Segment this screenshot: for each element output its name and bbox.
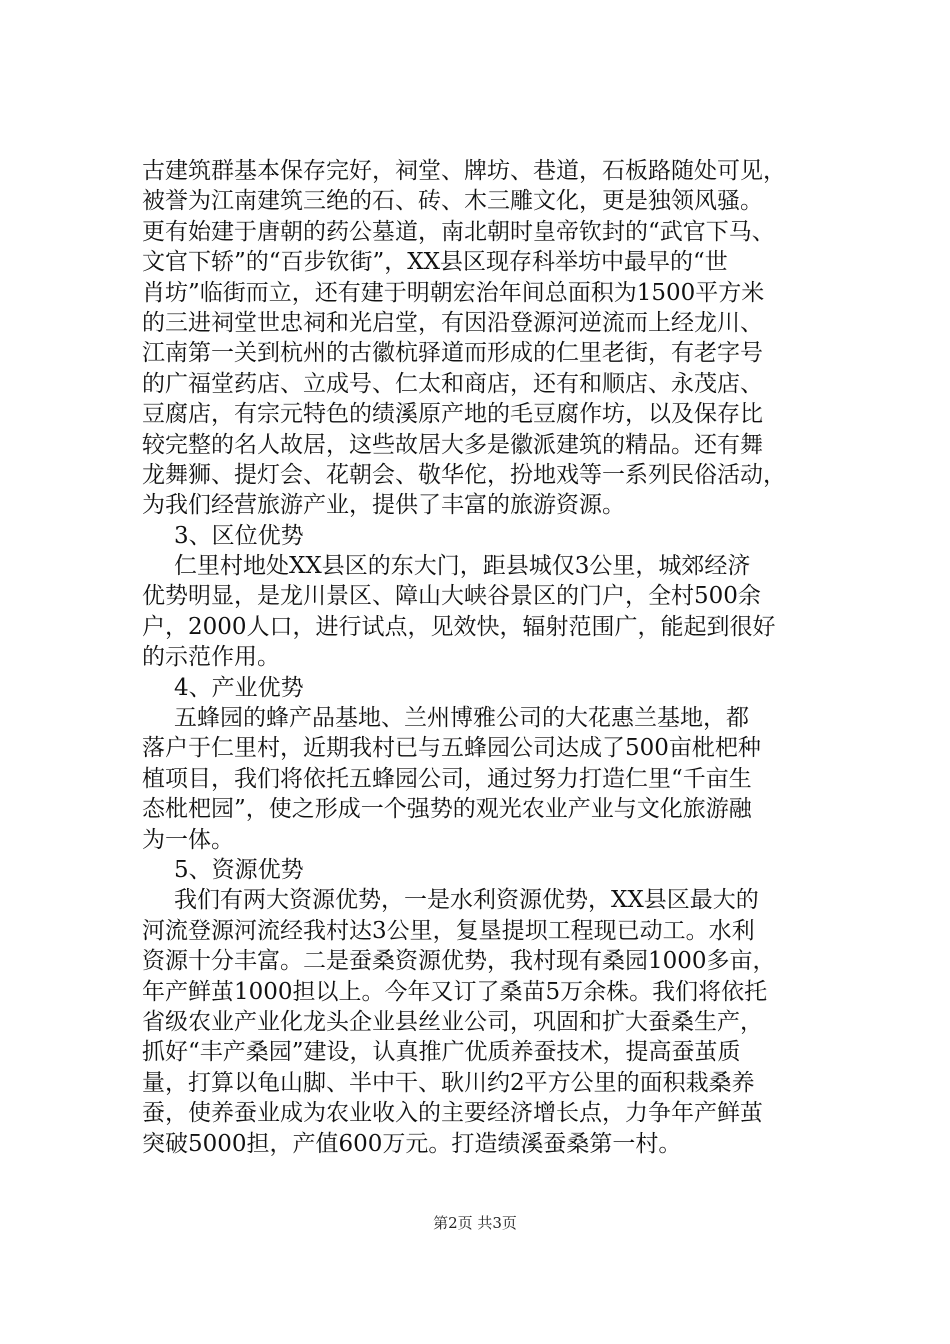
page-footer: 第2页 共3页 — [433, 1214, 517, 1232]
text-line: 我们有两大资源优势，一是水利资源优势，XX县区最大的 — [174, 887, 759, 914]
text-line: 突破5000担，产值600万元。打造绩溪蚕桑第一村。 — [142, 1130, 682, 1157]
text-line: 肖坊”临街而立，还有建于明朝宏治年间总面积为1500平方米 — [142, 279, 765, 306]
text-line: 被誉为江南建筑三绝的石、砖、木三雕文化，更是独领风骚。 — [142, 188, 763, 215]
text-line: 更有始建于唐朝的药公墓道，南北朝时皇帝钦封的“武官下马、 — [142, 218, 775, 245]
text-line: 龙舞狮、提灯会、花朝会、敬华佗，扮地戏等一系列民俗活动， — [142, 461, 786, 488]
section-heading: 4、产业优势 — [174, 674, 304, 701]
text-line: 的示范作用。 — [142, 644, 280, 671]
text-line: 河流登源河流经我村达3公里，复垦提坝工程现已动工。水利 — [142, 917, 755, 944]
text-line: 的三进祠堂世忠祠和光启堂，有因沿登源河逆流而上经龙川、 — [142, 309, 763, 336]
text-line: 五蜂园的蜂产品基地、兰州博雅公司的大花惠兰基地，都 — [174, 705, 749, 732]
text-line: 仁里村地处XX县区的东大门，距县城仅3公里，城郊经济 — [174, 553, 751, 580]
text-line: 植项目，我们将依托五蜂园公司，通过努力打造仁里“千亩生 — [142, 765, 752, 792]
text-line: 态枇杷园”，使之形成一个强势的观光农业产业与文化旅游融 — [142, 796, 752, 823]
text-line: 量，打算以龟山脚、半中干、耿川约2平方公里的面积栽桑养 — [142, 1069, 755, 1096]
text-line: 年产鲜茧1000担以上。今年又订了桑苗5万余株。我们将依托 — [142, 978, 768, 1005]
section-heading: 3、区位优势 — [174, 522, 304, 549]
body-text — [142, 156, 822, 1159]
text-line: 蚕，使养蚕业成为农业收入的主要经济增长点，力争年产鲜茧 — [142, 1100, 763, 1127]
text-line: 较完整的名人故居，这些故居大多是徽派建筑的精品。还有舞 — [142, 431, 763, 458]
section-heading: 5、资源优势 — [174, 856, 304, 883]
text-line: 省级农业产业化龙头企业县丝业公司，巩固和扩大蚕桑生产， — [142, 1008, 763, 1035]
text-line: 为我们经营旅游产业，提供了丰富的旅游资源。 — [142, 492, 625, 519]
text-line: 户，2000人口，进行试点，见效快，辐射范围广，能起到很好 — [142, 613, 776, 640]
text-line: 为一体。 — [142, 826, 234, 853]
text-line: 古建筑群基本保存完好，祠堂、牌坊、巷道，石板路随处可见， — [142, 158, 786, 184]
text-line: 豆腐店，有宗元特色的绩溪原产地的毛豆腐作坊，以及保存比 — [142, 401, 763, 428]
text-line: 优势明显，是龙川景区、障山大峡谷景区的门户，全村500余 — [142, 583, 761, 610]
text-line: 资源十分丰富。二是蚕桑资源优势，我村现有桑园1000多亩， — [142, 948, 776, 975]
text-line: 落户于仁里村，近期我村已与五蜂园公司达成了500亩枇杷种 — [142, 735, 761, 762]
text-line: 文官下轿”的“百步钦街”，XX县区现存科举坊中最早的“世 — [142, 249, 728, 276]
text-line: 江南第一关到杭州的古徽杭驿道而形成的仁里老街，有老字号 — [142, 340, 763, 367]
text-line: 的广福堂药店、立成号、仁太和商店，还有和顺店、永茂店、 — [142, 370, 763, 397]
text-line: 抓好“丰产桑园”建设，认真推广优质养蚕技术，提高蚕茧质 — [142, 1039, 741, 1066]
